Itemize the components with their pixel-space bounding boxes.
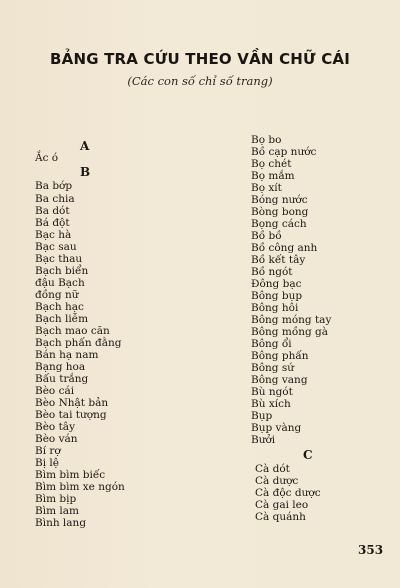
index-entry: Bọ bo (251, 134, 282, 146)
index-entry: Bạch phấn đằng (35, 337, 122, 349)
index-entry: Bông móng tay (251, 314, 332, 326)
index-entry: Bọng cách (251, 218, 307, 230)
index-entry: Cà quánh (255, 511, 306, 523)
page-subtitle: (Các con số chỉ số trang) (127, 74, 273, 88)
index-entry: Bán hạ nam (35, 349, 99, 361)
index-entry: Cà độc dược (255, 487, 321, 499)
index-entry: Bìm bìm biếc (35, 469, 106, 481)
index-entry: Bọ mắm (251, 170, 295, 182)
index-entry: Bèo cái (35, 385, 75, 397)
index-entry: Bị lệ (35, 457, 59, 469)
index-entry: Bông sứ (251, 362, 295, 374)
index-entry: Bông hôi (251, 302, 299, 314)
index-entry: Bạch mao căn (35, 325, 110, 337)
page-title: BẢNG TRA CỨU THEO VẦN CHỮ CÁI (50, 50, 350, 68)
index-entry: Bồ ngót (251, 266, 293, 278)
index-entry: đậu Bạch (35, 277, 85, 289)
index-entry: Bình lang (35, 517, 87, 529)
index-entry: Ba dót (35, 205, 70, 217)
index-entry: đồng nữ (35, 289, 79, 301)
index-entry: Cà gai leo (255, 499, 309, 511)
index-entry: Bấu trắng (35, 373, 89, 385)
index-entry: Bông phấn (251, 350, 309, 362)
index-entry: Bù xích (251, 398, 291, 410)
index-entry: Bạch liễm (35, 313, 89, 325)
index-entry: Bìm lam (35, 505, 79, 517)
index-entry: Bưởi (251, 434, 276, 446)
index-entry: Bông bụp (251, 290, 303, 302)
index-entry: Cà dót (255, 463, 290, 475)
index-entry: Ắc ó (35, 152, 59, 164)
index-entry: Bọ xít (251, 182, 282, 194)
index-entry: Bông ổi (251, 338, 292, 350)
index-entry: Bồ công anh (251, 242, 318, 254)
index-entry: Ba bớp (35, 180, 73, 192)
index-entry: Ba chia (35, 193, 75, 205)
index-entry: Đông bạc (251, 278, 302, 290)
index-entry: Bìm bịp (35, 493, 77, 505)
section-letter-b: B (80, 165, 91, 179)
index-entry: Bạc thau (35, 253, 83, 265)
index-entry: Bìm bìm xe ngón (35, 481, 125, 493)
index-entry: Bèo Nhật bản (35, 397, 109, 409)
index-entry: Cà dược (255, 475, 299, 487)
index-entry: Bụp (251, 410, 273, 422)
section-letter-a: A (80, 139, 90, 153)
index-entry: Bèo tây (35, 421, 76, 433)
page-number: 353 (358, 543, 384, 557)
index-entry: Bông mồng gà (251, 326, 329, 338)
index-entry: Bí rợ (35, 445, 61, 457)
index-entry: Bèo tai tượng (35, 409, 107, 421)
index-entry: Bọ chét (251, 158, 292, 170)
section-letter-c: C (303, 448, 313, 462)
index-entry: Bạch hạc (35, 301, 84, 313)
index-entry: Bồ cạp nước (251, 146, 317, 158)
index-entry: Bạch biển (35, 265, 89, 277)
index-entry: Bông vang (251, 374, 308, 386)
index-entry: Bồ kết tây (251, 254, 306, 266)
index-entry: Bạc sau (35, 241, 77, 253)
index-entry: Bạc hà (35, 229, 72, 241)
index-entry: Bá đột (35, 217, 70, 229)
index-entry: Bồ bồ (251, 230, 282, 242)
index-entry: Bòng bong (251, 206, 309, 218)
index-entry: Bụp vàng (251, 422, 302, 434)
index-entry: Bù ngót (251, 386, 293, 398)
index-entry: Bạng hoa (35, 361, 86, 373)
index-entry: Bóng nước (251, 194, 308, 206)
index-entry: Bèo ván (35, 433, 78, 445)
